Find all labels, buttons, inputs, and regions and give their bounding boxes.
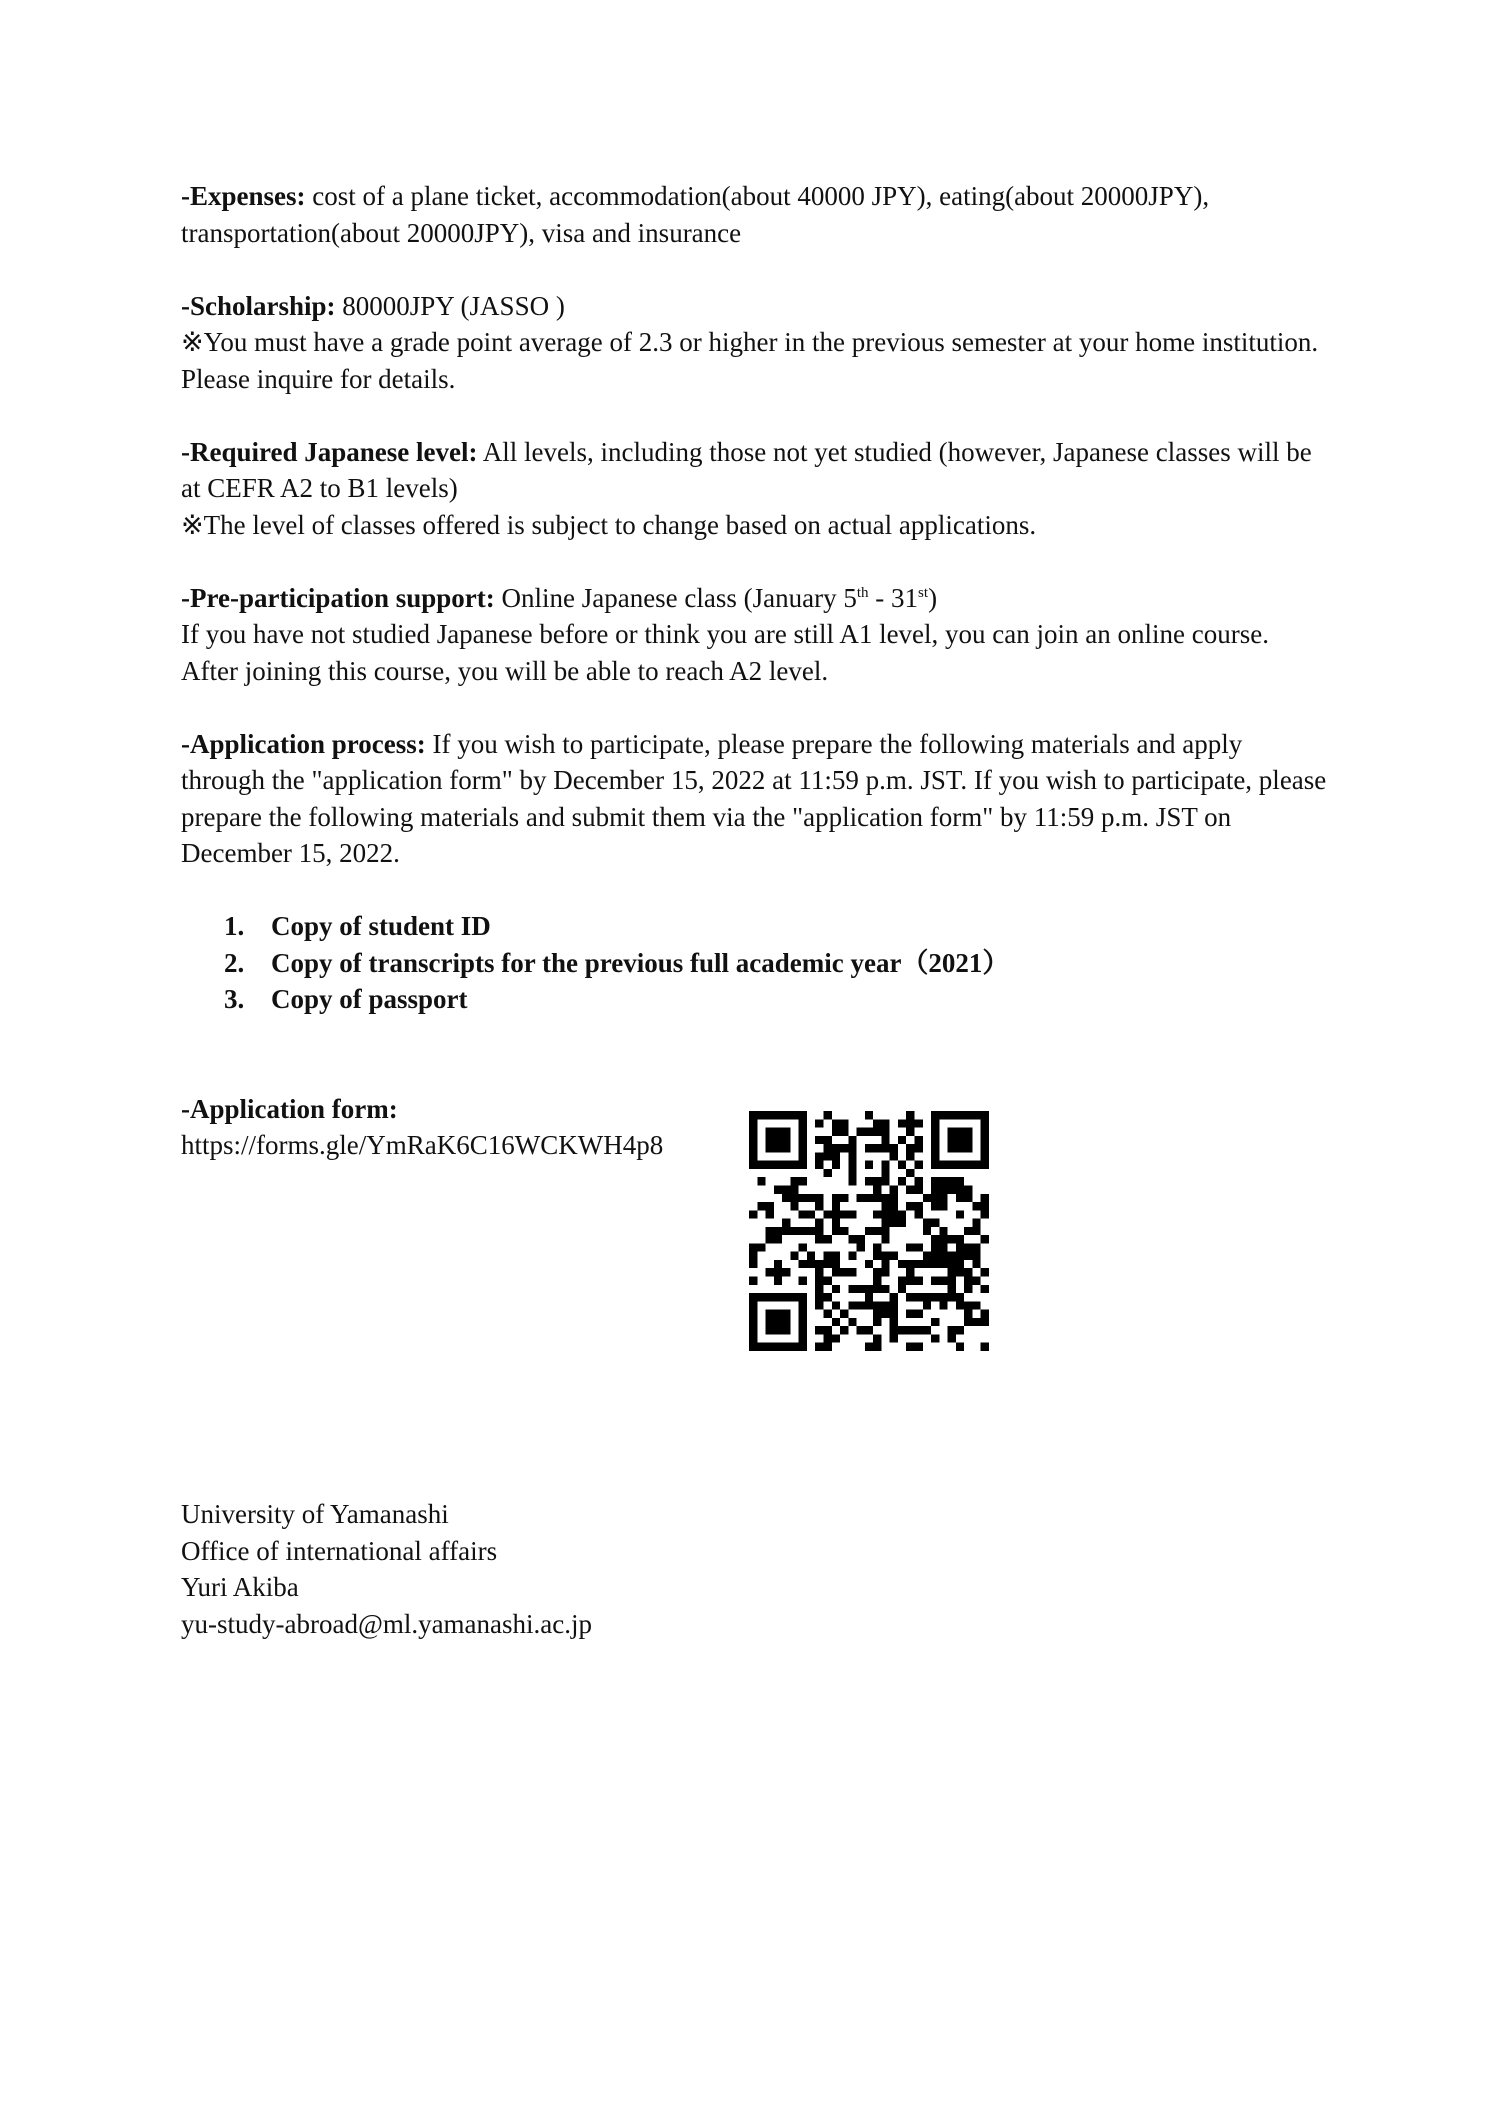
list-item-text: Copy of transcripts for the previous full academic year（2021）	[271, 947, 1010, 978]
pre-support-body: If you have not studied Japanese before or think you are still A1 level, you can join an online course. After joining this course, you will be able to reach A2 level.	[181, 619, 1269, 686]
list-item	[181, 908, 1331, 945]
application-process-label: -Application process:	[181, 728, 426, 759]
main-content	[181, 178, 1331, 1391]
japanese-level-section	[181, 434, 1331, 544]
scholarship-section	[181, 288, 1331, 398]
pre-support-text-b: - 31	[868, 582, 919, 613]
qr-code-image	[749, 1111, 989, 1351]
application-process-section	[181, 726, 1331, 872]
japanese-level-label: -Required Japanese level:	[181, 436, 478, 467]
application-process-text: If you wish to participate, please prepare the following materials and apply through the "application form" by December 15, 2022 at 11:59 p.m. JST. If you wish to participate, please prepare the following materials and submit them via the "application form" by 11:59 p.m. JST on December 15, 2022.	[181, 728, 1327, 868]
pre-support-line	[181, 580, 1331, 617]
japanese-level-line	[181, 434, 1331, 507]
application-form-label-text: -Application form:	[181, 1093, 398, 1124]
list-item-text: Copy of passport	[271, 984, 468, 1014]
list-item	[181, 981, 1331, 1018]
contact-block	[181, 1496, 592, 1642]
contact-university: University of Yamanashi	[181, 1499, 449, 1529]
japanese-level-note: ※The level of classes offered is subject to change based on actual applications.	[181, 509, 1037, 540]
pre-support-text-c: )	[928, 582, 938, 613]
list-item	[181, 945, 1331, 982]
contact-name: Yuri Akiba	[181, 1572, 299, 1602]
scholarship-text: 80000JPY (JASSO )	[335, 290, 565, 321]
application-form-url[interactable]: https://forms.gle/YmRaK6C16WCKWH4p8	[181, 1130, 664, 1160]
materials-list	[181, 908, 1331, 1018]
expenses-section	[181, 178, 1331, 251]
list-item-text: Copy of student ID	[271, 911, 491, 941]
japanese-level-text: All levels, including those not yet studied (however, Japanese classes will be at CEFR A2 to B1 levels)	[181, 436, 1312, 503]
pre-support-section	[181, 580, 1331, 690]
contact-email[interactable]: yu-study-abroad@ml.yamanashi.ac.jp	[181, 1608, 592, 1639]
list-item-number: 1.	[224, 911, 245, 941]
pre-support-sup-a: th	[856, 584, 869, 601]
pre-support-label: -Pre-participation support:	[181, 582, 495, 613]
list-item-number: 2.	[224, 947, 245, 978]
application-form-section	[181, 1091, 1331, 1391]
list-item-number: 3.	[224, 984, 245, 1014]
expenses-text: cost of a plane ticket, accommodation(about 40000 JPY), eating(about 20000JPY), transportation(about 20000JPY), visa and insurance	[181, 181, 1210, 248]
pre-support-sup-b: st	[918, 584, 929, 601]
contact-office: Office of international affairs	[181, 1535, 498, 1566]
scholarship-line	[181, 288, 1331, 325]
scholarship-label: -Scholarship:	[181, 290, 336, 321]
scholarship-note: ※You must have a grade point average of 2.3 or higher in the previous semester at your home institution. Please inquire for details.	[181, 327, 1319, 394]
expenses-label: -Expenses:	[181, 181, 306, 211]
pre-support-text-a: Online Japanese class (January 5	[494, 582, 857, 613]
